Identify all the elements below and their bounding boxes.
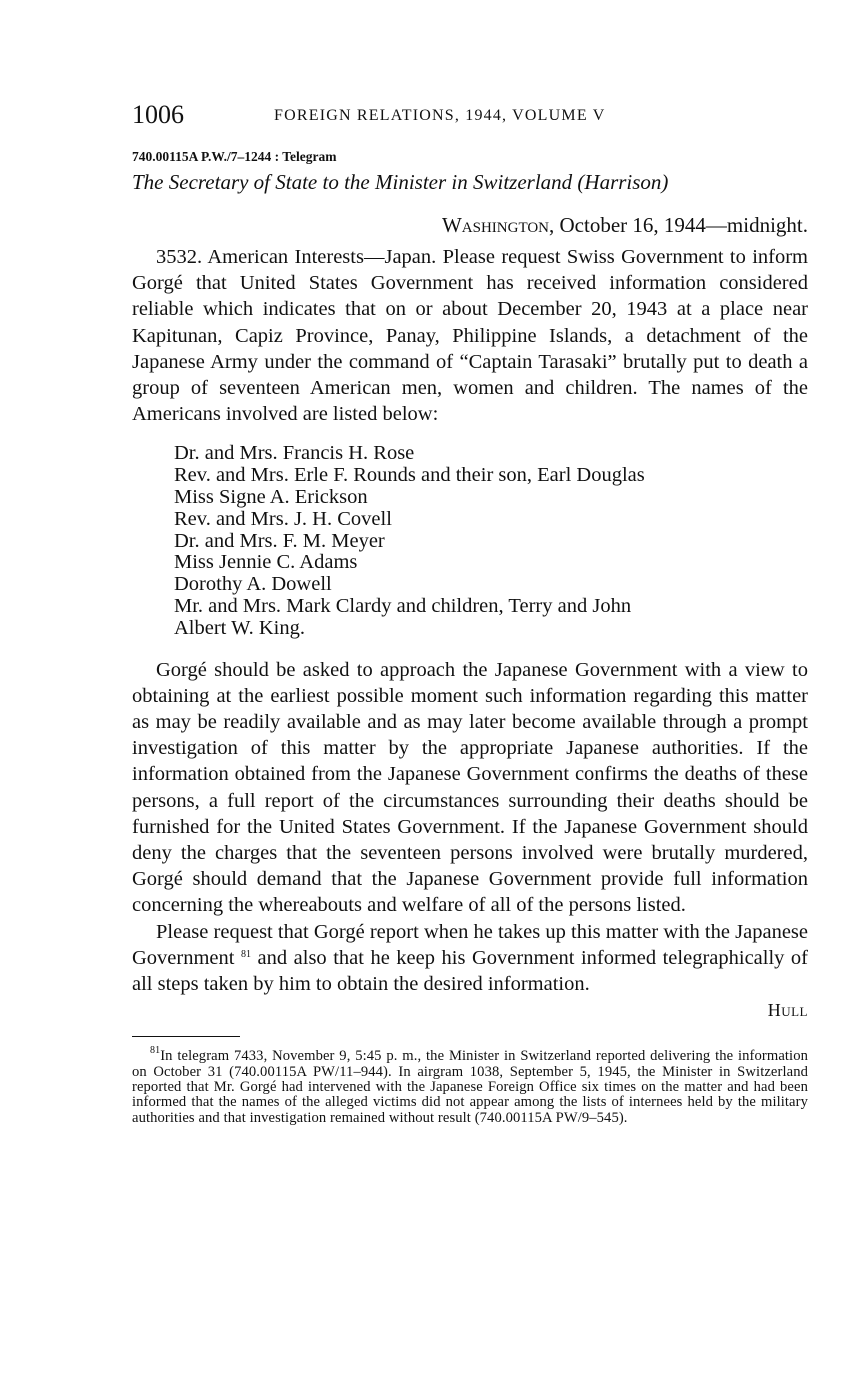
footnote-divider xyxy=(132,1036,240,1037)
footnote-reference[interactable]: 81 xyxy=(241,948,252,960)
list-item: Albert W. King. xyxy=(174,616,305,639)
footnote-text: In telegram 7433, November 9, 5:45 p. m., the Minister in Switzerland reported delivering the information on October 31 (740.00115A PW/11–944). In airgram 1038, September 5, 1945, the Minister in Switzerland reported that Mr. Gorgé had intervened with the Japanese Foreign Office six times on the matter and had been informed that the names of the alleged victims did not appear among the lists of internees held by the military authorities and that investigation remained without result (740.00115A PW/9–545). xyxy=(132,1048,808,1126)
body-paragraph-1: 3532. American Interests—Japan. Please request Swiss Government to inform Gorgé that United States Government has received information considered reliable which indicates that on or about December 20, 1943 at a place near Kapitunan, Capiz Province, Panay, Philippine Islands, a detachment of the Japanese Army under the command of “Captain Tarasaki” brutally put to death a group of seventeen American men, women and children. The names of the Americans involved are listed below: xyxy=(132,246,808,426)
list-item: Rev. and Mrs. J. H. Covell xyxy=(174,507,392,530)
dateline xyxy=(132,212,808,239)
list-item: Miss Signe A. Erickson xyxy=(174,486,368,509)
body-paragraph-2: Gorgé should be asked to approach the Japanese Government with a view to obtaining at the earliest possible moment such information regarding this matter as may be readily available and as may later become available through a prompt investigation of this matter by the appropriate Japanese authorities. If the information obtained from the Japanese Government confirms the deaths of these persons, a full report of the circumstances surrounding their deaths should be furnished for the United States Government. If the Japanese Government should deny the charges that the seventeen persons involved were brutally murdered, Gorgé should demand that the Japanese Government provide full information concerning the whereabouts and welfare of all of the persons listed. xyxy=(132,658,808,917)
document-page xyxy=(132,100,808,1126)
victims-list xyxy=(174,443,808,639)
document-title: The Secretary of State to the Minister in Switzerland (Harrison) xyxy=(132,170,669,194)
paragraph-3-text-a: Please request that Gorgé report when he takes up this matter with the Japanese Government xyxy=(132,920,808,969)
running-head xyxy=(132,100,808,132)
signature: Hull xyxy=(767,1000,808,1021)
paragraph-3-text-b: and also that he keep his Government informed telegraphically of all steps taken by him to obtain the desired information. xyxy=(132,946,809,996)
list-item: Dorothy A. Dowell xyxy=(174,573,332,596)
dateline-date: , October 16, 1944—midnight. xyxy=(549,213,808,237)
list-item: Miss Jennie C. Adams xyxy=(174,551,358,574)
file-reference: 740.00115A P.W./7–1244 : Telegram xyxy=(132,149,337,164)
list-item: Dr. and Mrs. Francis H. Rose xyxy=(174,442,415,465)
footnote xyxy=(132,1045,808,1126)
body-paragraph-3 xyxy=(132,919,808,998)
running-title: FOREIGN RELATIONS, 1944, VOLUME V xyxy=(274,107,606,124)
dateline-place: Washington xyxy=(441,213,550,237)
list-item: Rev. and Mrs. Erle F. Rounds and their son, Earl Douglas xyxy=(174,464,645,487)
page-number: 1006 xyxy=(132,100,184,129)
list-item: Dr. and Mrs. F. M. Meyer xyxy=(174,529,385,552)
footnote-marker: 81 xyxy=(150,1045,161,1057)
list-item: Mr. and Mrs. Mark Clardy and children, Terry and John xyxy=(174,595,632,617)
